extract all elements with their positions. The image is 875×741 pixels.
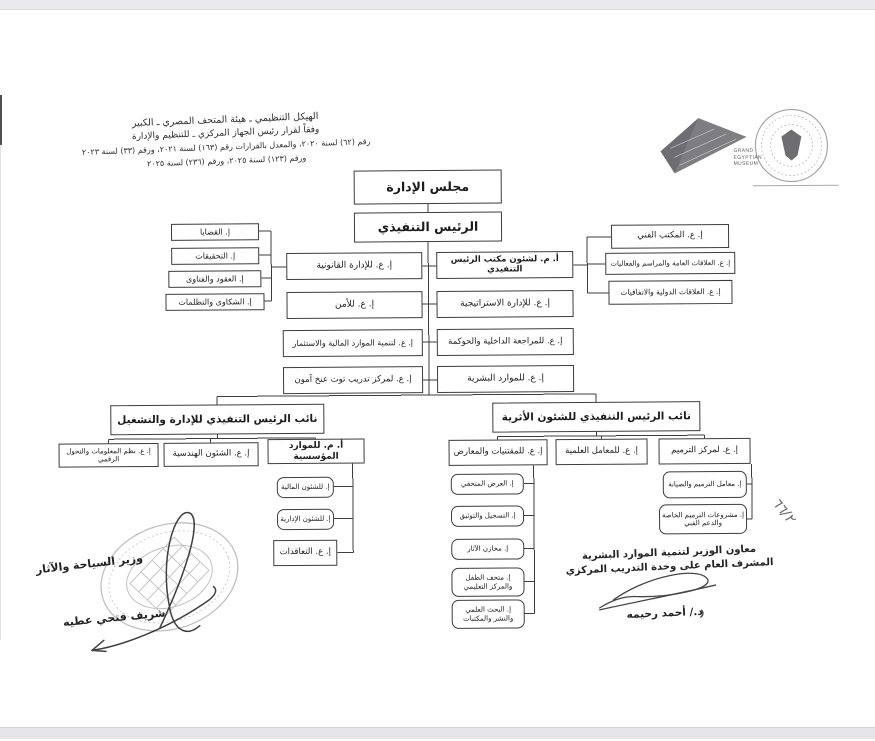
org-node-registration: إ. التسجيل والتوثيق [451, 505, 524, 527]
title-line-3: رقم (٦٢) لسنة ٢٠٢٠، والمعدل بالقرارات رقم (١٦٣) لسنة ٢٠٢١، ورقم (٣٣) لسنة ٢٠٢٣ [81, 136, 371, 158]
org-node-sci-labs: إ. ع. للمعامل العلمية [555, 439, 647, 466]
advisor-name: د./ أحمد رحيمه [626, 605, 703, 622]
org-node-intl-relations: إ. ع. العلاقات الدولية والاتفاقيات [608, 280, 732, 305]
org-node-tut-center: إ. ع. لمركز تدريب توت عنخ آمون [283, 366, 423, 394]
org-node-admin-affairs: إ. للشئون الإدارية [277, 509, 334, 530]
org-node-contracts-fatwas: إ. العقود والفتاوى [168, 270, 261, 288]
org-node-security: إ. ع. للأمن [286, 291, 422, 319]
org-node-tech-office: إ. ع. المكتب الفني [611, 224, 729, 249]
org-node-audit: إ. ع. للمراجعة الداخلية والحوكمة [437, 328, 574, 356]
advisor-title-line-1: معاون الوزير لتنمية الموارد البشرية [581, 543, 757, 563]
org-node-public-relations: إ. ع. العلاقات العامة والمراسم والفعاليات [605, 252, 735, 275]
org-node-legal: إ. ع. للإدارة القانونية [286, 252, 422, 280]
org-node-collections: إ. ع. للمقتنيات والمعارض [448, 439, 547, 466]
minister-name: شريف فتحي عطيه [62, 606, 166, 630]
scan-border-top [0, 0, 875, 10]
org-node-cases: إ. القضايا [171, 223, 259, 241]
org-node-storerooms: إ. مخازن الآثار [451, 538, 524, 560]
scan-edge-faint [0, 144, 1, 640]
handwritten-page-mark: ٦٦/٢ [768, 494, 798, 527]
org-node-contracting: إ. ع. التعاقدات [273, 540, 337, 566]
org-node-children-museum: إ. متحف الطفل والمركز التعليمي [451, 567, 524, 597]
org-node-hr: إ. ع. للموارد البشرية [437, 365, 574, 393]
org-node-research: إ. البحث العلمي والنشر والمكتبات [452, 599, 525, 629]
org-node-restoration-labs: إ. معامل الترميم والصيانة [663, 471, 747, 499]
org-node-ceo-office: أ. م. لشئون مكتب الرئيس التنفيذي [436, 251, 573, 279]
org-node-deputy-arch: نائب الرئيس التنفيذي للشئون الأثرية [492, 401, 700, 432]
org-node-deputy-ops: نائب الرئيس التنفيذي للإدارة والتشغيل [110, 404, 324, 435]
org-node-investigations: إ. التحقيقات [171, 247, 259, 265]
gem-logo-caption: GRAND EGYPTIAN MUSEUM [733, 147, 763, 167]
org-node-engineering: إ. ع. الشئون الهندسية [164, 442, 259, 467]
org-node-finance-dev: إ. ع. لتنمية الموارد المالية والاستثمار [283, 329, 423, 357]
org-node-complaints: إ. الشكاوى والتظلمات [165, 293, 264, 311]
org-node-inst-resources: أ. م. للموارد المؤسسية [267, 439, 364, 465]
title-line-2: وفقاً لقرار رئيس الجهاز المركزي ـ للتنظيم والإدارة [131, 124, 320, 142]
title-line-4: ورقم (١٢٣) لسنة ٢٠٢٥، ورقم (٢٣٦) لسنة ٢٠٢٥ [146, 152, 307, 169]
scan-edge-mark [0, 95, 2, 145]
org-node-strategic: إ. ع. للإدارة الاستراتيجية [436, 290, 573, 318]
org-node-financial-affairs: إ. للشئون المالية [277, 477, 334, 498]
scan-border-bottom [0, 727, 875, 739]
org-node-restoration: إ. ع. لمركز الترميم [658, 438, 750, 465]
org-node-restoration-projects: إ. مشروعات الترميم الخاصة والدعم الفني [659, 504, 747, 535]
org-node-ict: إ. ع. نظم المعلومات والتحول الرقمي [59, 443, 159, 468]
minister-title: وزير السياحة والآثار [35, 551, 144, 577]
org-node-board: مجلس الإدارة [354, 170, 502, 205]
org-node-ceo: الرئيس التنفيذي [354, 212, 502, 243]
advisor-title-line-2: المشرف العام على وحدة التدريب المركزي [565, 557, 774, 577]
title-line-1: الهيكل التنظيمي ـ هيئة المتحف المصري ـ الكبير [131, 110, 319, 130]
org-node-display: إ. العرض المتحفي [451, 473, 524, 495]
